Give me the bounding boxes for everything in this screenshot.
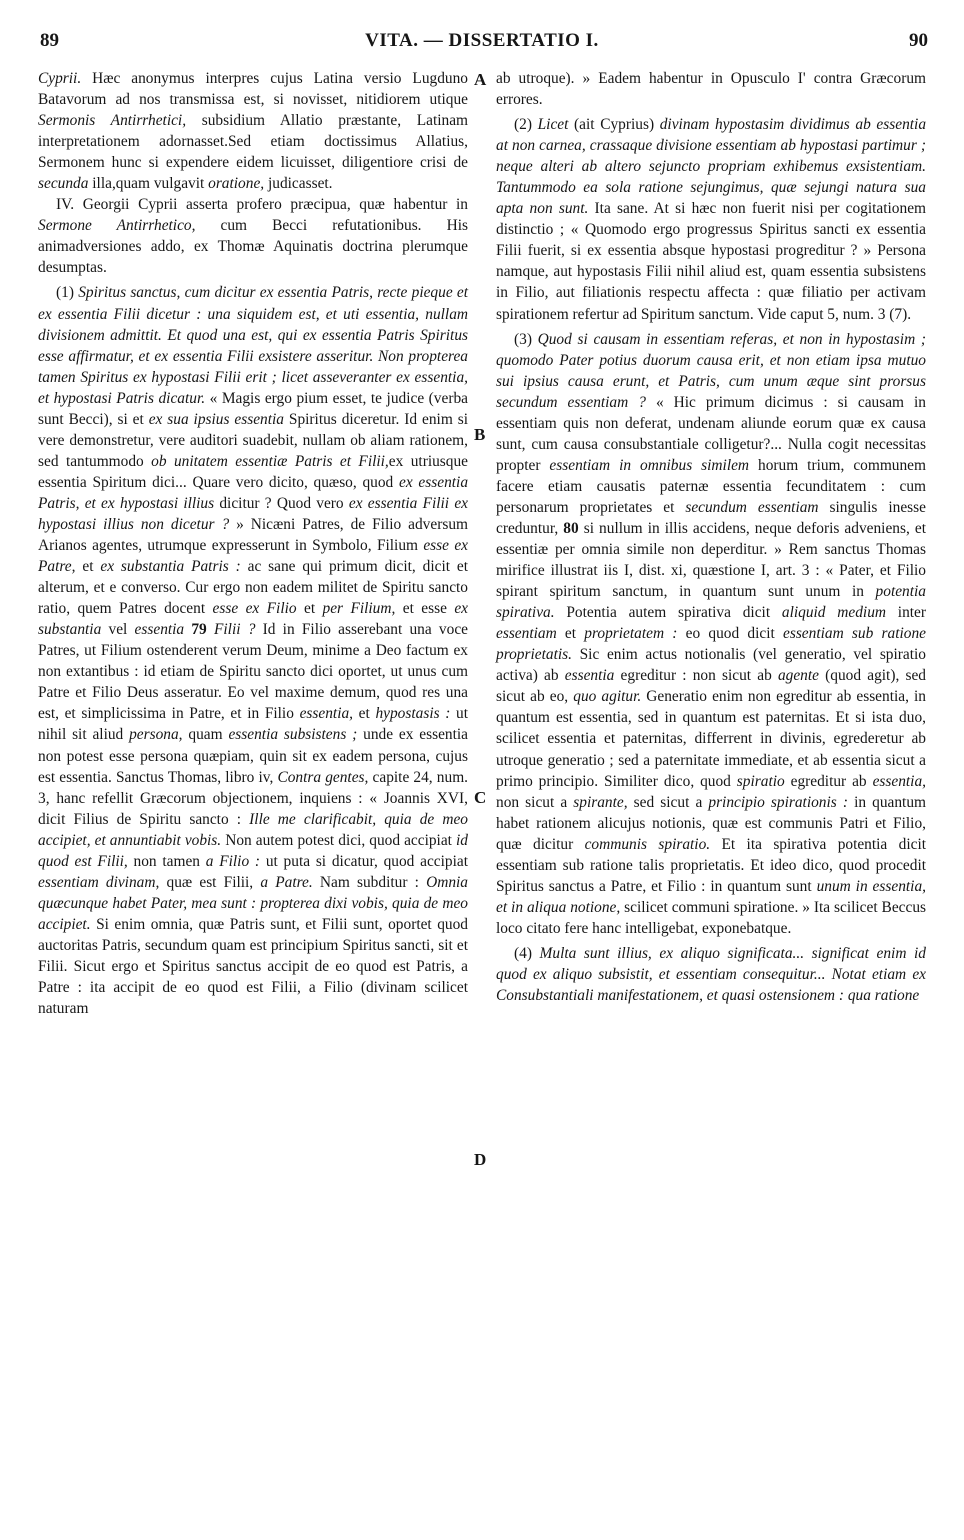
italic-text: ex sua ipsius essentia	[148, 410, 284, 428]
text-run: (2)	[514, 116, 538, 134]
italic-text: spiratio	[736, 772, 785, 790]
text-run: dicitur ? Quod vero	[214, 494, 349, 512]
italic-text: essentiam divinam,	[38, 873, 160, 891]
text-run: Generatio enim non egreditur ab essentia, in quantum est essentia, sed in quantum est paternitas. Et si ista duo, scilicet essentia et paternitas, differrent in divinis, egrederetur ab utroque generatio ; sed a paternitate immediate, et ab essentia sicut a primo principio. Similiter dico, quod	[496, 688, 926, 790]
paragraph	[496, 114, 926, 324]
italic-text: ob unitatem essentiæ Patris et Filii,	[151, 452, 389, 470]
bold-marker: 79	[184, 621, 214, 639]
text-run: si nullum in illis accidens, neque deforis adveniens, et essentiæ per omnia simile non deperditur. » Rem sanctus Thomas mirifice illustrat iis I, dist. xi, quæstione I, art. 3 : « Pater, et Filio spirant spiritum sanctum, in quantum sunt unum in	[496, 519, 926, 601]
margin-marker-c: C	[474, 788, 487, 807]
italic-text: Sermonis Antirrhetici,	[38, 112, 187, 130]
text-run: singulis inesse creduntur,	[496, 498, 926, 537]
text-run: Si enim omnia, quæ Patris sunt, et Filii sunt, oportet quod auctoritas Patris, secundum quam est principium Spiritus sancti, sit et Filii. Sicut ergo et Spiritus sanctus accipit de eo quod est Patris, a Patre : ita accipit de eo quod est Filii, a Filio (divinam scilicet naturam	[38, 915, 468, 1018]
italic-text: proprietatem :	[584, 625, 678, 643]
text-run: cum Becci refutationibus. His animadversiones addo, ex Thomæ Aquinatis doctrina plerumque desumptas.	[38, 217, 468, 277]
italic-text: Multa sunt illius, ex aliquo significata... significat enim id quod ex aliquo subsistit, et essentiam consequitur... Notat etiam ex Consubstantiali manifestationem, et quasi ostensionem : qua ratione	[496, 944, 926, 1005]
text-run: Non autem potest dici, quod accipiat	[221, 831, 456, 849]
text-run: sed sicut a	[627, 793, 709, 811]
italic-text: essentiam sub ratione proprietatis.	[496, 625, 926, 664]
italic-text: essentiam in omnibus similem	[549, 456, 750, 474]
italic-text: Omnia quæcunque habet Pater, mea sunt : propterea dixi vobis, quia de meo accipiet.	[38, 873, 468, 933]
italic-text: esse ex Filio	[212, 600, 297, 618]
text-run: in quantum habet rationem alicujus notionis, quæ est communis Patri et Filio, quæ dicitur	[496, 793, 927, 853]
paragraph	[38, 282, 468, 1019]
text-run: non sicut a	[496, 793, 574, 811]
italic-text: per Filium,	[322, 600, 396, 618]
italic-text: communis spiratio.	[584, 835, 711, 853]
page-number-right: 90	[909, 30, 928, 51]
italic-text: esse ex Patre,	[38, 537, 468, 576]
text-run: (4)	[514, 944, 540, 962]
italic-text: id quod est Filii,	[38, 831, 468, 870]
paragraph	[38, 194, 468, 278]
text-run: (quod agit), sed sicut ab eo,	[496, 667, 926, 706]
italic-text: spirante,	[573, 793, 628, 811]
italic-text: ex essentia Filii ex hypostasi illius non dicetur ?	[38, 494, 468, 533]
text-run: et	[556, 625, 585, 643]
italic-text: quo agitur.	[573, 688, 642, 706]
text-run: Ita sane. At si hæc non fuerit nisi per cogitationem distinctio ; « Quomodo ergo progressus Spiritus sancti ex essentia Filii fuerit, si ex essentia absque hypostasi progreditur ? » Persona namque, aut hypostasis Filii nihil aliud est, quam essentia subsistens in Filio, aut filiationis respectu affecta : quæ filiatio per activam spirationem refertur ad Spiritum sanctum. Vide caput 5, num. 3 (7).	[496, 200, 927, 323]
text-run: (3)	[514, 330, 538, 348]
text-run: judicasset.	[264, 175, 333, 193]
text-run: Spiritus diceretur. Id enim si vere demonstretur, vere auditori suadebit, nullam ob aliam rationem, sed tantummodo	[38, 410, 468, 470]
right-column	[496, 68, 926, 1006]
text-run: scilicet communi spiratione. » Ita scilicet Beccus loco citato fere hanc intelligebat, exponebatque.	[496, 898, 926, 937]
italic-text: potentia spirativa.	[496, 583, 926, 622]
paragraph	[496, 68, 926, 110]
italic-text: agente	[777, 667, 819, 685]
italic-text: secunda	[38, 175, 89, 193]
text-run: Id in Filio asserebant una voce Patres, ut Filium ostenderent verum Deum, minime a Deo factum ex non extantibus : id etiam de Spiritu sancto dici oportet, ut unus cum Patre et Filio Deus asseratur. Eo vel maxime demum, quod res una est, et simplicissima in Patre, et in Filio	[38, 621, 468, 723]
italic-text: Filii ?	[213, 621, 256, 639]
margin-marker-a: A	[474, 70, 487, 89]
left-column	[38, 68, 468, 1019]
italic-text: ex substantia Patris :	[100, 558, 241, 576]
text-run: et	[353, 705, 376, 723]
bold-marker: 80	[563, 519, 579, 537]
italic-text: aliquid medium	[781, 604, 887, 622]
text-run: et	[75, 558, 101, 576]
text-run: « Magis ergo pium esset, te judice (verba sunt Becci), si et	[38, 389, 468, 428]
italic-text: principio spirationis :	[708, 793, 848, 811]
italic-text: Quod si causam in essentiam referas, et non in hypostasim ; quomodo Pater potius duorum causa erit, et non etiam ipsa mutuo sui ipsius causa erunt, et Patris, cum unum æque sint prorsus secundum essentiam ?	[496, 330, 926, 411]
text-run: non tamen	[127, 852, 206, 870]
text-run: subsidium Allatio præstante, Latinam interpretationem adornasset.Sed etiam doctissimus Allatius, Sermonem hunc si expendere eidem licuisset, diligentiore crisi de	[38, 112, 468, 172]
text-run: ut puta si dicatur, quod accipiat	[260, 852, 468, 870]
text-run: egreditur ab	[784, 772, 873, 790]
margin-marker-b: B	[474, 425, 486, 444]
text-run: horum trium, communem facere etiam causatis paternæ essentia fecunditatem : cum personarum proprietates et	[496, 456, 926, 516]
italic-text: essentia	[134, 621, 185, 639]
text-run: unde ex essentia non potest esse persona quæpiam, quin sit ex eadem persona, cujus est essentia. Sanctus Thomas, libro iv,	[38, 726, 469, 786]
text-run: ac sane qui primum dicit, dicit et alterum, et e converso. Cur ergo non eadem militet de Spiritu sancto ratio, quem Patres docent	[38, 558, 468, 618]
text-run: (ait Cyprius)	[568, 116, 660, 134]
italic-text: divinam hypostasim dividimus ab essentia at non carnea, crassaque divisione essentiam ab hypostasi partimur ; neque alteri ab altero sejuncto propriam exhibemus exsistentiam. Tantummodo ea sola ratione sejungimus, quæ sejungi natura sua apta non sunt.	[496, 116, 927, 218]
text-run: et	[296, 600, 323, 618]
italic-text: essentia subsistens ;	[228, 726, 358, 744]
text-run: (1)	[56, 284, 79, 302]
paragraph	[496, 943, 926, 1006]
italic-text: oratione,	[208, 175, 265, 193]
text-run: capite 24, num. 3, hanc refellit Græcorum objectionem, inquiens : « Joannis XVI, dicit Filius de Spiritu sancto :	[38, 768, 469, 828]
text-run: eo quod dicit	[677, 625, 783, 643]
text-run: Potentia autem spirativa dicit	[554, 604, 782, 622]
italic-text: Ille me clarificabit, quia de meo accipiet, et annuntiabit vobis.	[38, 810, 468, 849]
italic-text: Cyprii.	[38, 70, 82, 87]
text-run: illa,quam vulgavit	[88, 175, 209, 193]
text-run: » Nicæni Patres, de Filio adversum Arianos agentes, utrumque expresserunt in Symbolo, Filium	[38, 515, 468, 555]
text-run: Sic enim actus notionalis (vel generatio, vel spiratio activa) ab	[496, 646, 926, 685]
text-run: quam	[182, 726, 229, 744]
italic-text: ex substantia	[38, 600, 468, 639]
italic-text: essentiam	[496, 625, 557, 643]
italic-text: Licet	[537, 116, 569, 134]
italic-text: essentia	[564, 667, 615, 685]
text-run: quæ est Filii,	[159, 873, 261, 891]
text-run: ut nihil sit aliud	[38, 705, 469, 744]
text-run: Et ita spirativa potentia dicit essentiam sub ratione talis proprietatis. Et ideo dico, quod procedit Spiritus sanctus a Patre, et Filio : in quantum sunt	[496, 835, 926, 895]
text-run: « Hic primum dicimus : si causam in essentiam quis non deferat, undenam aliunde eorum quæ ex causa sunt, cum causa consubstantiale colligetur?... Nulla cogit necessitas propter	[496, 393, 926, 474]
italic-text: essentia,	[299, 705, 354, 723]
italic-text: Spiritus sanctus, cum dicitur ex essentia Patris, recte pieque et ex essentia Filii dicetur : una siquidem est, et uti essentia, nullam divisionem admittit. Et quod una est, qui ex essentia Patris Spiritus esse affirmatur, et ex essentia Filii exsistere asseritur. Non propterea tamen Spiritus ex hypostasi Filii erit ; licet asseveranter ex essentia, et hypostasi Patris dicatur.	[38, 284, 468, 407]
text-run: egreditur : non sicut ab	[614, 667, 778, 685]
italic-text: essentia,	[872, 772, 926, 790]
paragraph	[38, 68, 468, 194]
text-run: ab utroque). » Eadem habentur in Opusculo I' contra Græcorum errores.	[496, 70, 926, 109]
text-run: inter	[886, 604, 926, 622]
italic-text: hypostasis :	[375, 705, 451, 723]
italic-text: a Filio :	[205, 852, 261, 870]
page-number-left: 89	[40, 30, 59, 51]
italic-text: a Patre.	[260, 873, 313, 891]
text-run: IV. Georgii Cyprii asserta profero præcipua, quæ habentur in	[56, 196, 468, 214]
italic-text: ex essentia Patris, et ex hypostasi illius	[38, 473, 469, 512]
italic-text: Sermone Antirrhetico,	[38, 217, 196, 235]
running-header	[0, 30, 964, 58]
margin-marker-d: D	[474, 1150, 487, 1169]
paragraph	[496, 329, 926, 939]
text-run: Hæc anonymus interpres cujus Latina versio Lugduno Batavorum ad nos transmissa est, si novisset, nitidiorem utique	[38, 70, 468, 109]
italic-text: Contra gentes,	[277, 768, 369, 786]
running-title: VITA. — DISSERTATIO I.	[365, 30, 599, 51]
text-run: vel	[101, 621, 135, 639]
text-run: Nam subditur :	[312, 873, 427, 891]
text-run: ex utriusque essentia Spiritum dici... Quare vero dicito, quæso, quod	[38, 452, 469, 491]
italic-text: persona,	[129, 726, 183, 744]
text-run: et esse	[395, 600, 455, 618]
italic-text: secundum essentiam	[685, 498, 819, 516]
italic-text: unum in essentia, et in aliqua notione,	[496, 877, 926, 916]
